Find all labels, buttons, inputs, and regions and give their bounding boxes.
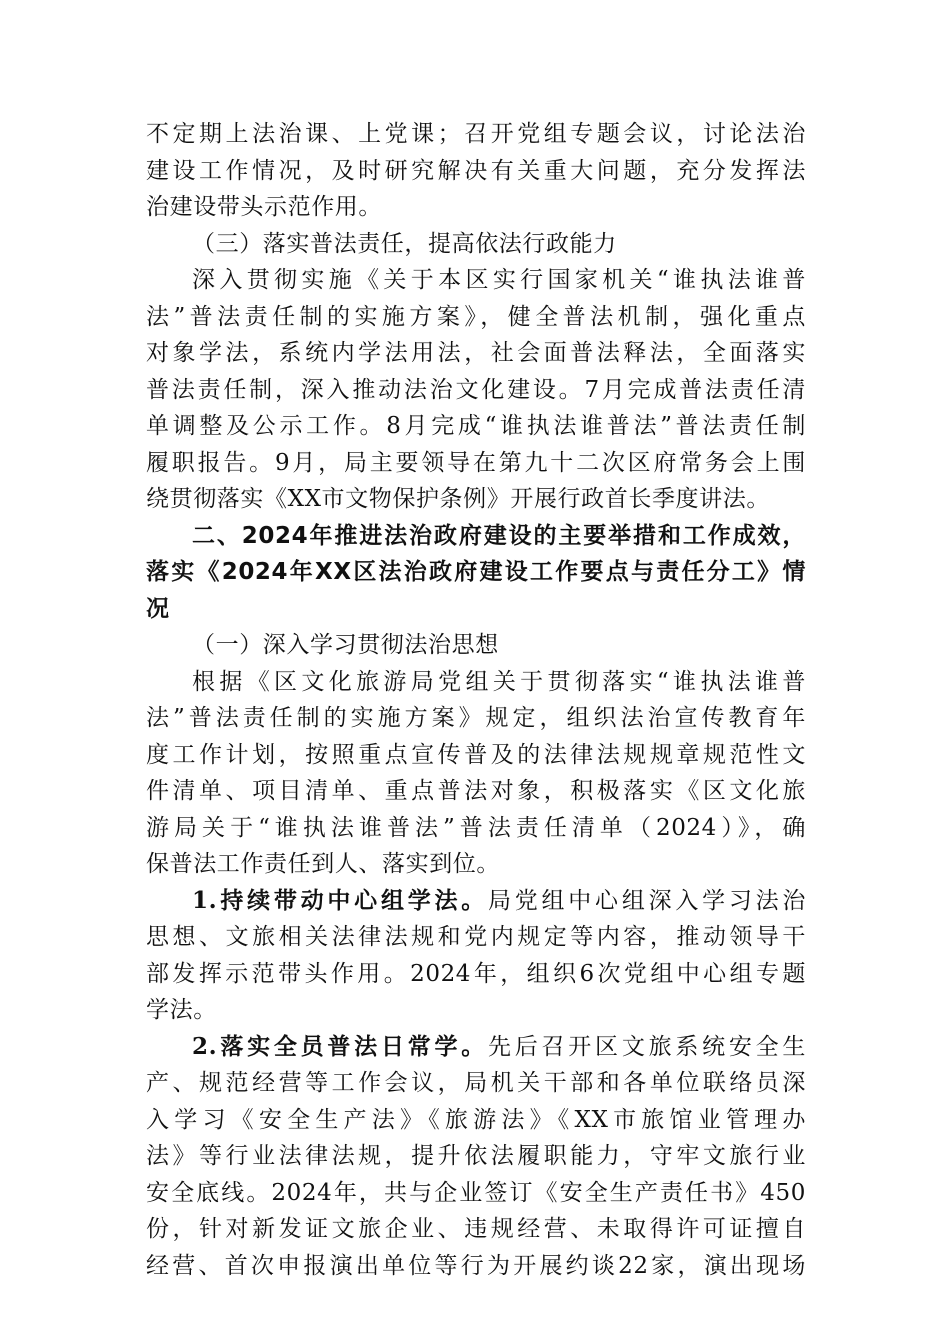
paragraph-line: 学法。 [146,997,217,1023]
list-item-2 [146,1029,806,1066]
paragraph-line: 法”普法责任制的实施方案》，健全普法机制，强化重点 [146,303,806,330]
paragraph-line: 入学习《安全生产法》《旅游法》《XX市旅馆业管理办 [146,1106,806,1133]
sub-heading-3: （三）落实普法责任，提高依法行政能力 [192,230,617,257]
paragraph-line: 根据《区文化旅游局党组关于贯彻落实“谁执法谁普 [192,668,806,695]
list-item-1 [146,883,806,920]
paragraph-line: 思想、文旅相关法律法规和党内规定等内容，推动领导干 [146,924,806,950]
paragraph-line: 深入贯彻实施《关于本区实行国家机关“谁执法谁普 [192,267,806,293]
document-page [146,116,806,1284]
paragraph-line: 份，针对新发证文旅企业、违规经营、未取得许可证擅自 [146,1216,806,1242]
paragraph-line: 部发挥示范带头作用。2024年，组织6次党组中心组专题 [146,960,806,987]
paragraph-line: 安全底线。2024年，共与企业签订《安全生产责任书》450 [146,1179,806,1206]
sub-heading-1: （一）深入学习贯彻法治思想 [192,632,499,658]
paragraph-line: 法”普法责任制的实施方案》规定，组织法治宣传教育年 [146,705,806,731]
paragraph-line: 保普法工作责任到人、落实到位。 [146,851,500,877]
paragraph-line: 单调整及公示工作。8月完成“谁执法谁普法”普法责任制 [146,413,806,439]
list-item-1-text: 局党组中心组深入学习法治 [488,887,806,914]
paragraph-line: 建设工作情况，及时研究解决有关重大问题，充分发挥法 [146,157,806,184]
section-heading-2: 落实《2024年XX区法治政府建设工作要点与责任分工》情 [146,559,806,585]
section-heading-2: 况 [146,595,170,622]
paragraph-line: 件清单、项目清单、重点普法对象，积极落实《区文化旅 [146,778,806,804]
list-item-2-title: 2.落实全员普法日常学。 [192,1032,488,1060]
paragraph-line: 绕贯彻落实《XX市文物保护条例》开展行政首长季度讲法。 [146,486,770,512]
paragraph-line: 游局关于“谁执法谁普法”普法责任清单（2024）》，确 [146,814,806,841]
paragraph-line: 法》等行业法律法规，提升依法履职能力，守牢文旅行业 [146,1143,806,1169]
section-heading-2: 二、2024年推进法治政府建设的主要举措和工作成效， [192,522,806,549]
paragraph-line: 产、规范经营等工作会议，局机关干部和各单位联络员深 [146,1070,806,1096]
list-item-1-title: 1.持续带动中心组学法。 [192,886,488,914]
paragraph-line: 治建设带头示范作用。 [146,194,382,220]
paragraph-line: 度工作计划，按照重点宣传普及的法律法规规章规范性文 [146,741,806,768]
paragraph-line: 普法责任制，深入推动法治文化建设。7月完成普法责任清 [146,376,806,403]
paragraph-line: 履职报告。9月，局主要领导在第九十二次区府常务会上围 [146,449,806,476]
paragraph-line: 不定期上法治课、上党课；召开党组专题会议，讨论法治 [146,121,806,147]
paragraph-line: 对象学法，系统内学法用法，社会面普法释法，全面落实 [146,340,806,366]
paragraph-line: 经营、首次申报演出单位等行为开展约谈22家，演出现场 [146,1252,806,1279]
list-item-2-text: 先后召开区文旅系统安全生 [488,1033,806,1060]
